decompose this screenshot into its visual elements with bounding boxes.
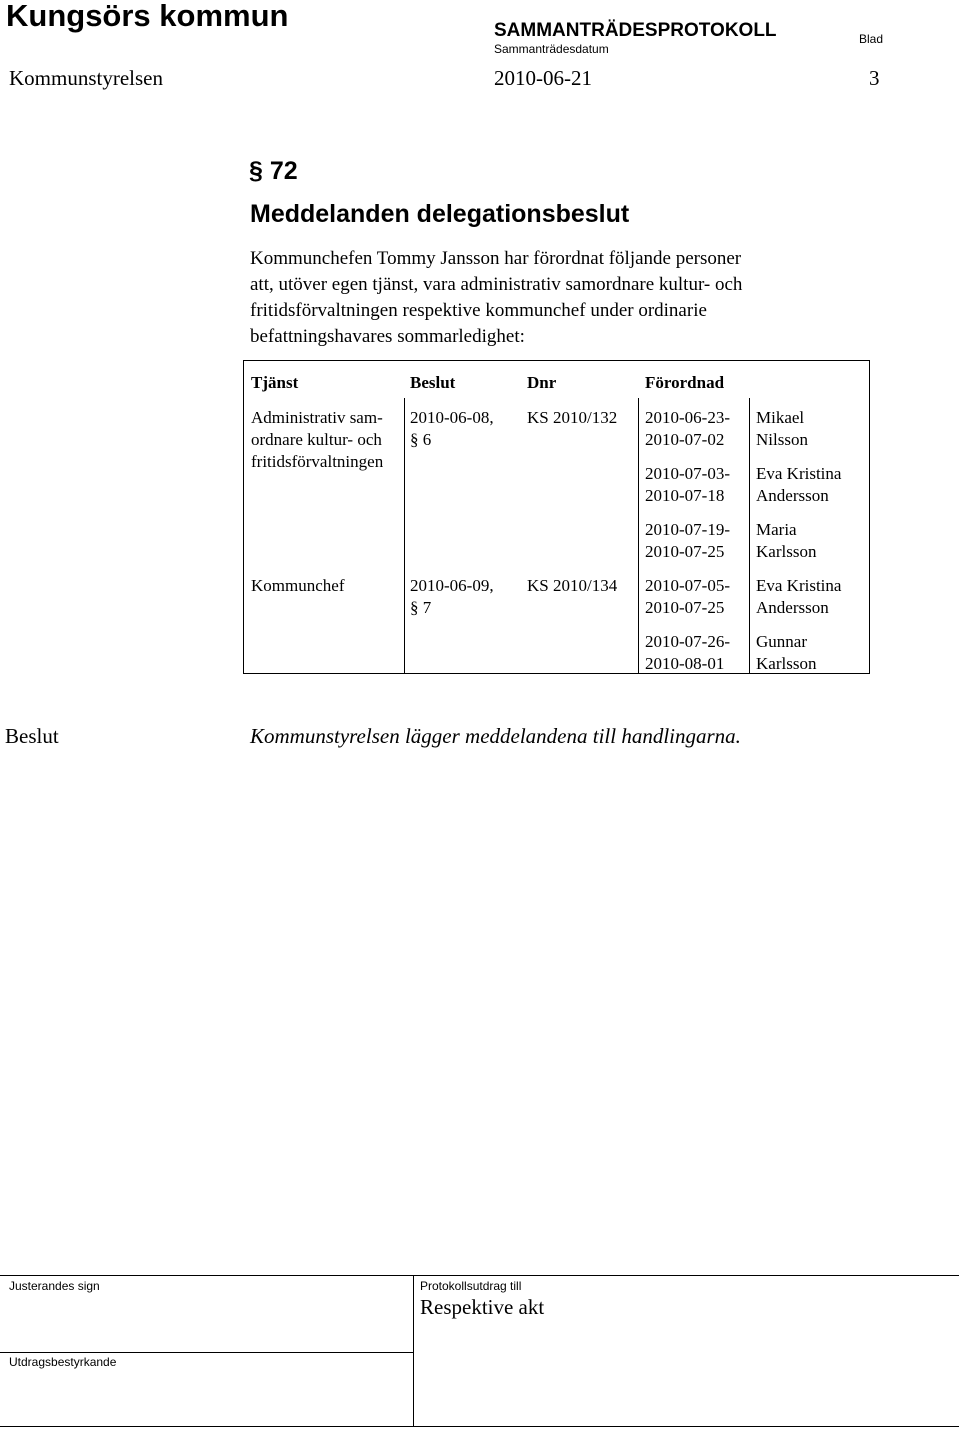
period-from: 2010-06-23- [645,408,730,427]
period-from: 2010-07-03- [645,464,730,483]
period-to: 2010-08-01 [645,654,725,673]
footer-divider [413,1276,414,1426]
table-column-divider [749,398,750,673]
utdragsbestyrkande-label: Utdragsbestyrkande [9,1355,117,1369]
municipality-name: Kungsörs kommun [6,0,289,33]
footer-divider [0,1352,413,1353]
person-cell [756,575,841,619]
service-line: fritidsförvaltningen [251,452,384,471]
person-first: Maria [756,520,797,539]
person-first: Gunnar [756,632,807,651]
person-last: Karlsson [756,654,817,673]
intro-line: Kommunchefen Tommy Jansson har förordnat följande personer [250,248,742,269]
section-number: § 72 [249,157,298,185]
intro-line: fritidsförvaltningen respektive kommunchef under ordinarie [250,300,707,321]
decision-text: Kommunstyrelsen lägger meddelandena till handlingarna. [250,724,741,748]
table-column-divider [404,398,405,673]
service-line: Administrativ sam- [251,408,383,427]
period-cell [645,407,730,451]
dnr-cell: KS 2010/132 [527,408,618,427]
decision-paragraph: § 7 [410,598,432,617]
person-cell [756,631,816,675]
header-beslut: Beslut [410,373,456,392]
meeting-date: 2010-06-21 [494,66,592,90]
person-cell [756,463,841,507]
period-to: 2010-07-25 [645,542,725,561]
page-number: 3 [869,66,880,90]
dnr-cell: KS 2010/134 [527,576,618,595]
period-cell [645,631,730,675]
person-last: Andersson [756,486,829,505]
protokollsutdrag-label: Protokollsutdrag till [420,1279,522,1293]
meeting-date-label: Sammanträdesdatum [494,42,609,56]
intro-line: befattningshavares sommarledighet: [250,326,525,347]
justerandes-sign-label: Justerandes sign [9,1279,100,1293]
person-last: Nilsson [756,430,808,449]
header-forordnad: Förordnad [645,373,725,392]
table-column-divider [638,398,639,673]
decision-label: Beslut [5,724,59,748]
protokollsutdrag-value: Respektive akt [420,1295,545,1319]
person-cell [756,407,808,451]
decision-date: 2010-06-09, [410,576,494,595]
header-dnr: Dnr [527,373,557,392]
intro-line: att, utöver egen tjänst, vara administrativ samordnare kultur- och [250,274,743,295]
period-cell [645,575,730,619]
period-from: 2010-07-26- [645,632,730,651]
header-tjanst: Tjänst [251,373,299,392]
decision-cell [410,575,494,619]
period-to: 2010-07-25 [645,598,725,617]
person-first: Eva Kristina [756,576,842,595]
decision-paragraph: § 6 [410,430,432,449]
document-type: SAMMANTRÄDESPROTOKOLL [494,20,777,41]
decision-cell [410,407,494,451]
section-title: Meddelanden delegationsbeslut [250,200,630,228]
person-first: Mikael [756,408,805,427]
period-from: 2010-07-19- [645,520,730,539]
person-last: Andersson [756,598,829,617]
service-line: ordnare kultur- och [251,430,382,449]
page-label: Blad [859,32,884,46]
signature-footer [0,1275,959,1427]
intro-paragraph [250,246,880,350]
person-first: Eva Kristina [756,464,842,483]
service-cell: Kommunchef [251,576,345,595]
period-cell [645,519,730,563]
decision-date: 2010-06-08, [410,408,494,427]
service-cell [251,407,383,473]
delegation-table [243,360,870,674]
person-last: Karlsson [756,542,817,561]
body-name: Kommunstyrelsen [9,66,163,90]
period-from: 2010-07-05- [645,576,730,595]
period-to: 2010-07-02 [645,430,725,449]
period-to: 2010-07-18 [645,486,725,505]
person-cell [756,519,816,563]
period-cell [645,463,730,507]
